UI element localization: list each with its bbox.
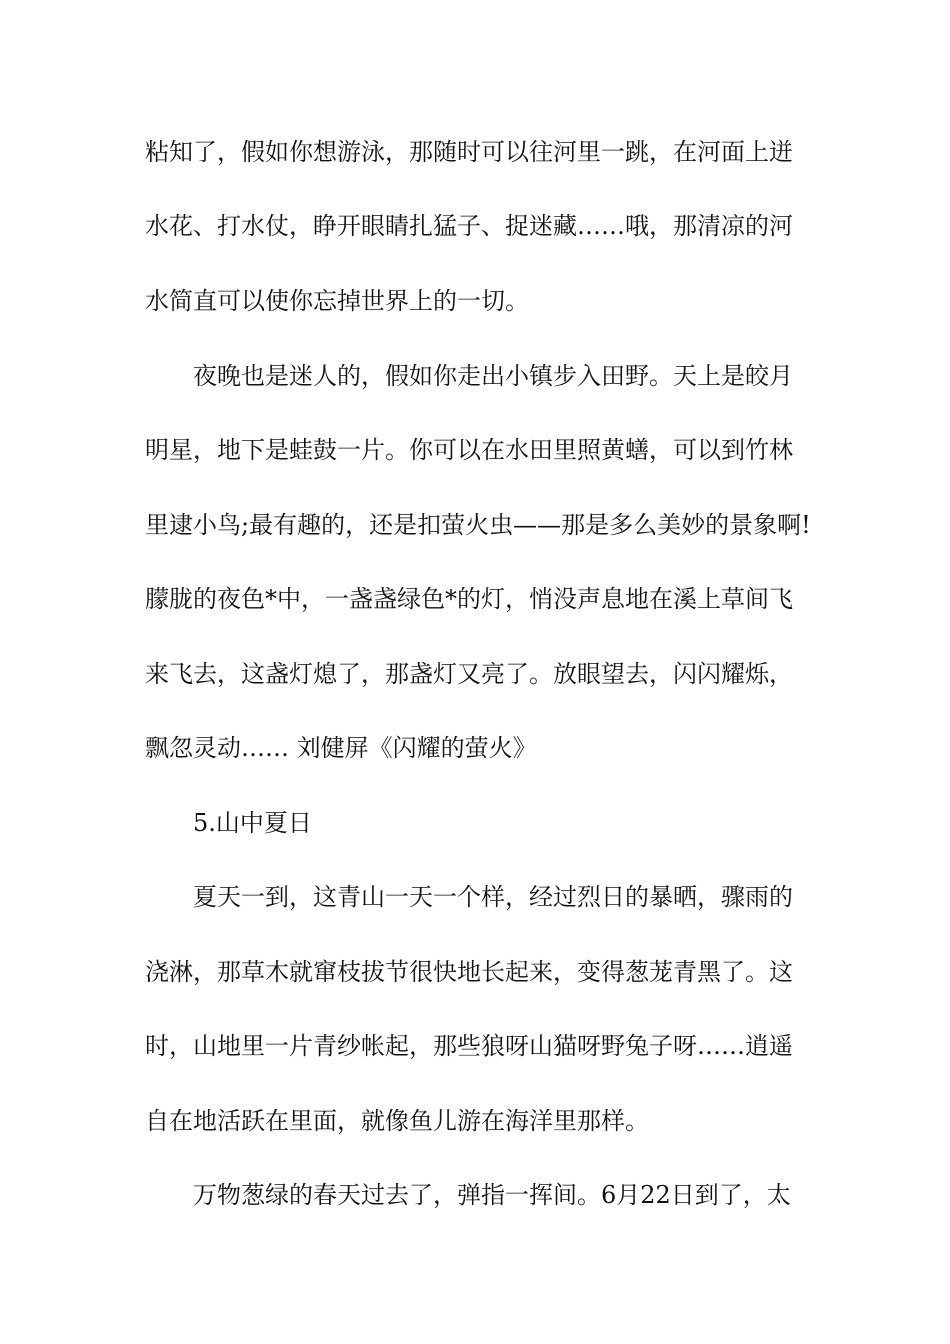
text-line: 水花、打水仗，睁开眼睛扎猛子、捉迷藏……哦，那清凉的河: [145, 212, 793, 240]
text-line: 自在地活跃在里面，就像鱼儿游在海洋里那样。: [145, 1107, 649, 1135]
text-line: 浇淋，那草木就窜枝拔节很快地长起来，变得葱茏青黑了。这: [145, 958, 793, 986]
text-line: 明星，地下是蛙鼓一片。你可以在水田里照黄蟮，可以到竹林: [145, 436, 793, 464]
text-line: 里逮小鸟;最有趣的，还是扣萤火虫——那是多么美妙的景象啊!: [145, 511, 811, 539]
paragraph-start-line: 万物葱绿的春天过去了，弹指一挥间。6月22日到了，太: [193, 1181, 791, 1209]
text-line: 来飞去，这盏灯熄了，那盏灯又亮了。放眼望去，闪闪耀烁，: [145, 660, 793, 688]
text-line: 飘忽灵动…… 刘健屏《闪耀的萤火》: [145, 734, 537, 762]
text-line: 时，山地里一片青纱帐起，那些狼呀山猫呀野兔子呀……逍遥: [145, 1032, 793, 1060]
text-line: 粘知了，假如你想游泳，那随时可以往河里一跳，在河面上迸: [145, 138, 793, 166]
paragraph-start-line: 夏天一到，这青山一天一个样，经过烈日的暴晒，骤雨的: [193, 883, 793, 911]
section-heading: 5.山中夏日: [193, 809, 312, 837]
text-line: 水简直可以使你忘掉世界上的一切。: [145, 287, 529, 315]
text-line: 朦胧的夜色*中，一盏盏绿色*的灯，悄没声息地在溪上草间飞: [145, 585, 793, 613]
paragraph-start-line: 夜晚也是迷人的，假如你走出小镇步入田野。天上是皎月: [193, 362, 793, 390]
